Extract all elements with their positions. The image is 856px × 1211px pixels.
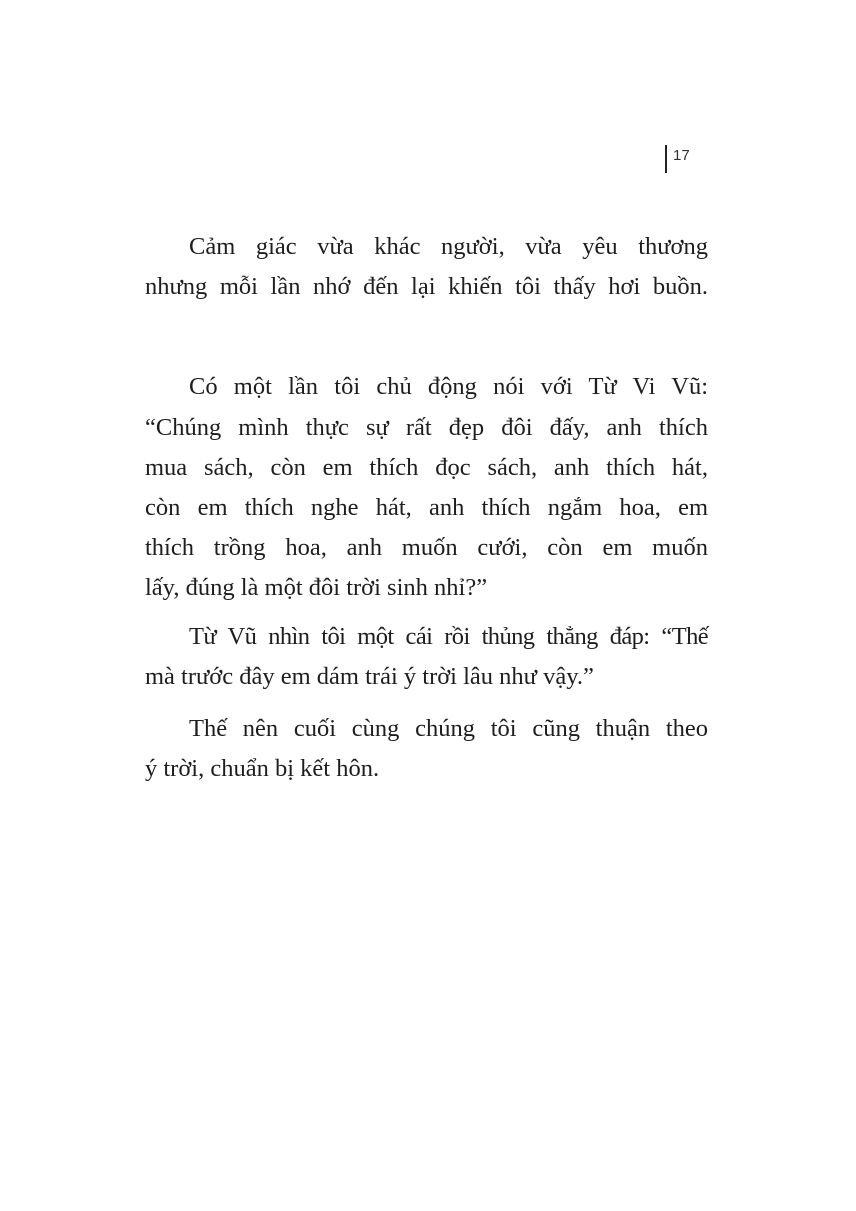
text-line: ý trời, chuẩn bị kết hôn. xyxy=(145,755,380,782)
page-number-divider xyxy=(665,145,667,173)
text-line: thích trồng hoa, anh muốn cưới, còn em muốn xyxy=(145,534,708,561)
text-line: nhưng mỗi lần nhớ đến lại khiến tôi thấy hơi buồn. xyxy=(145,273,708,300)
text-line: mua sách, còn em thích đọc sách, anh thích hát, xyxy=(145,454,708,481)
text-line: Thế nên cuối cùng chúng tôi cũng thuận theo xyxy=(189,715,708,742)
text-line: còn em thích nghe hát, anh thích ngắm hoa, em xyxy=(145,494,708,521)
text-line: lấy, đúng là một đôi trời sinh nhỉ?” xyxy=(145,574,488,601)
text-line: mà trước đây em dám trái ý trời lâu như vậy.” xyxy=(145,663,594,690)
text-line: Cảm giác vừa khác người, vừa yêu thương xyxy=(189,233,708,260)
page-number: 17 xyxy=(673,147,690,164)
text-line: “Chúng mình thực sự rất đẹp đôi đấy, anh thích xyxy=(145,414,708,441)
text-line: Có một lần tôi chủ động nói với Từ Vi Vũ: xyxy=(189,373,708,400)
text-line: Từ Vũ nhìn tôi một cái rồi thủng thẳng đáp: “Thế xyxy=(189,623,708,650)
